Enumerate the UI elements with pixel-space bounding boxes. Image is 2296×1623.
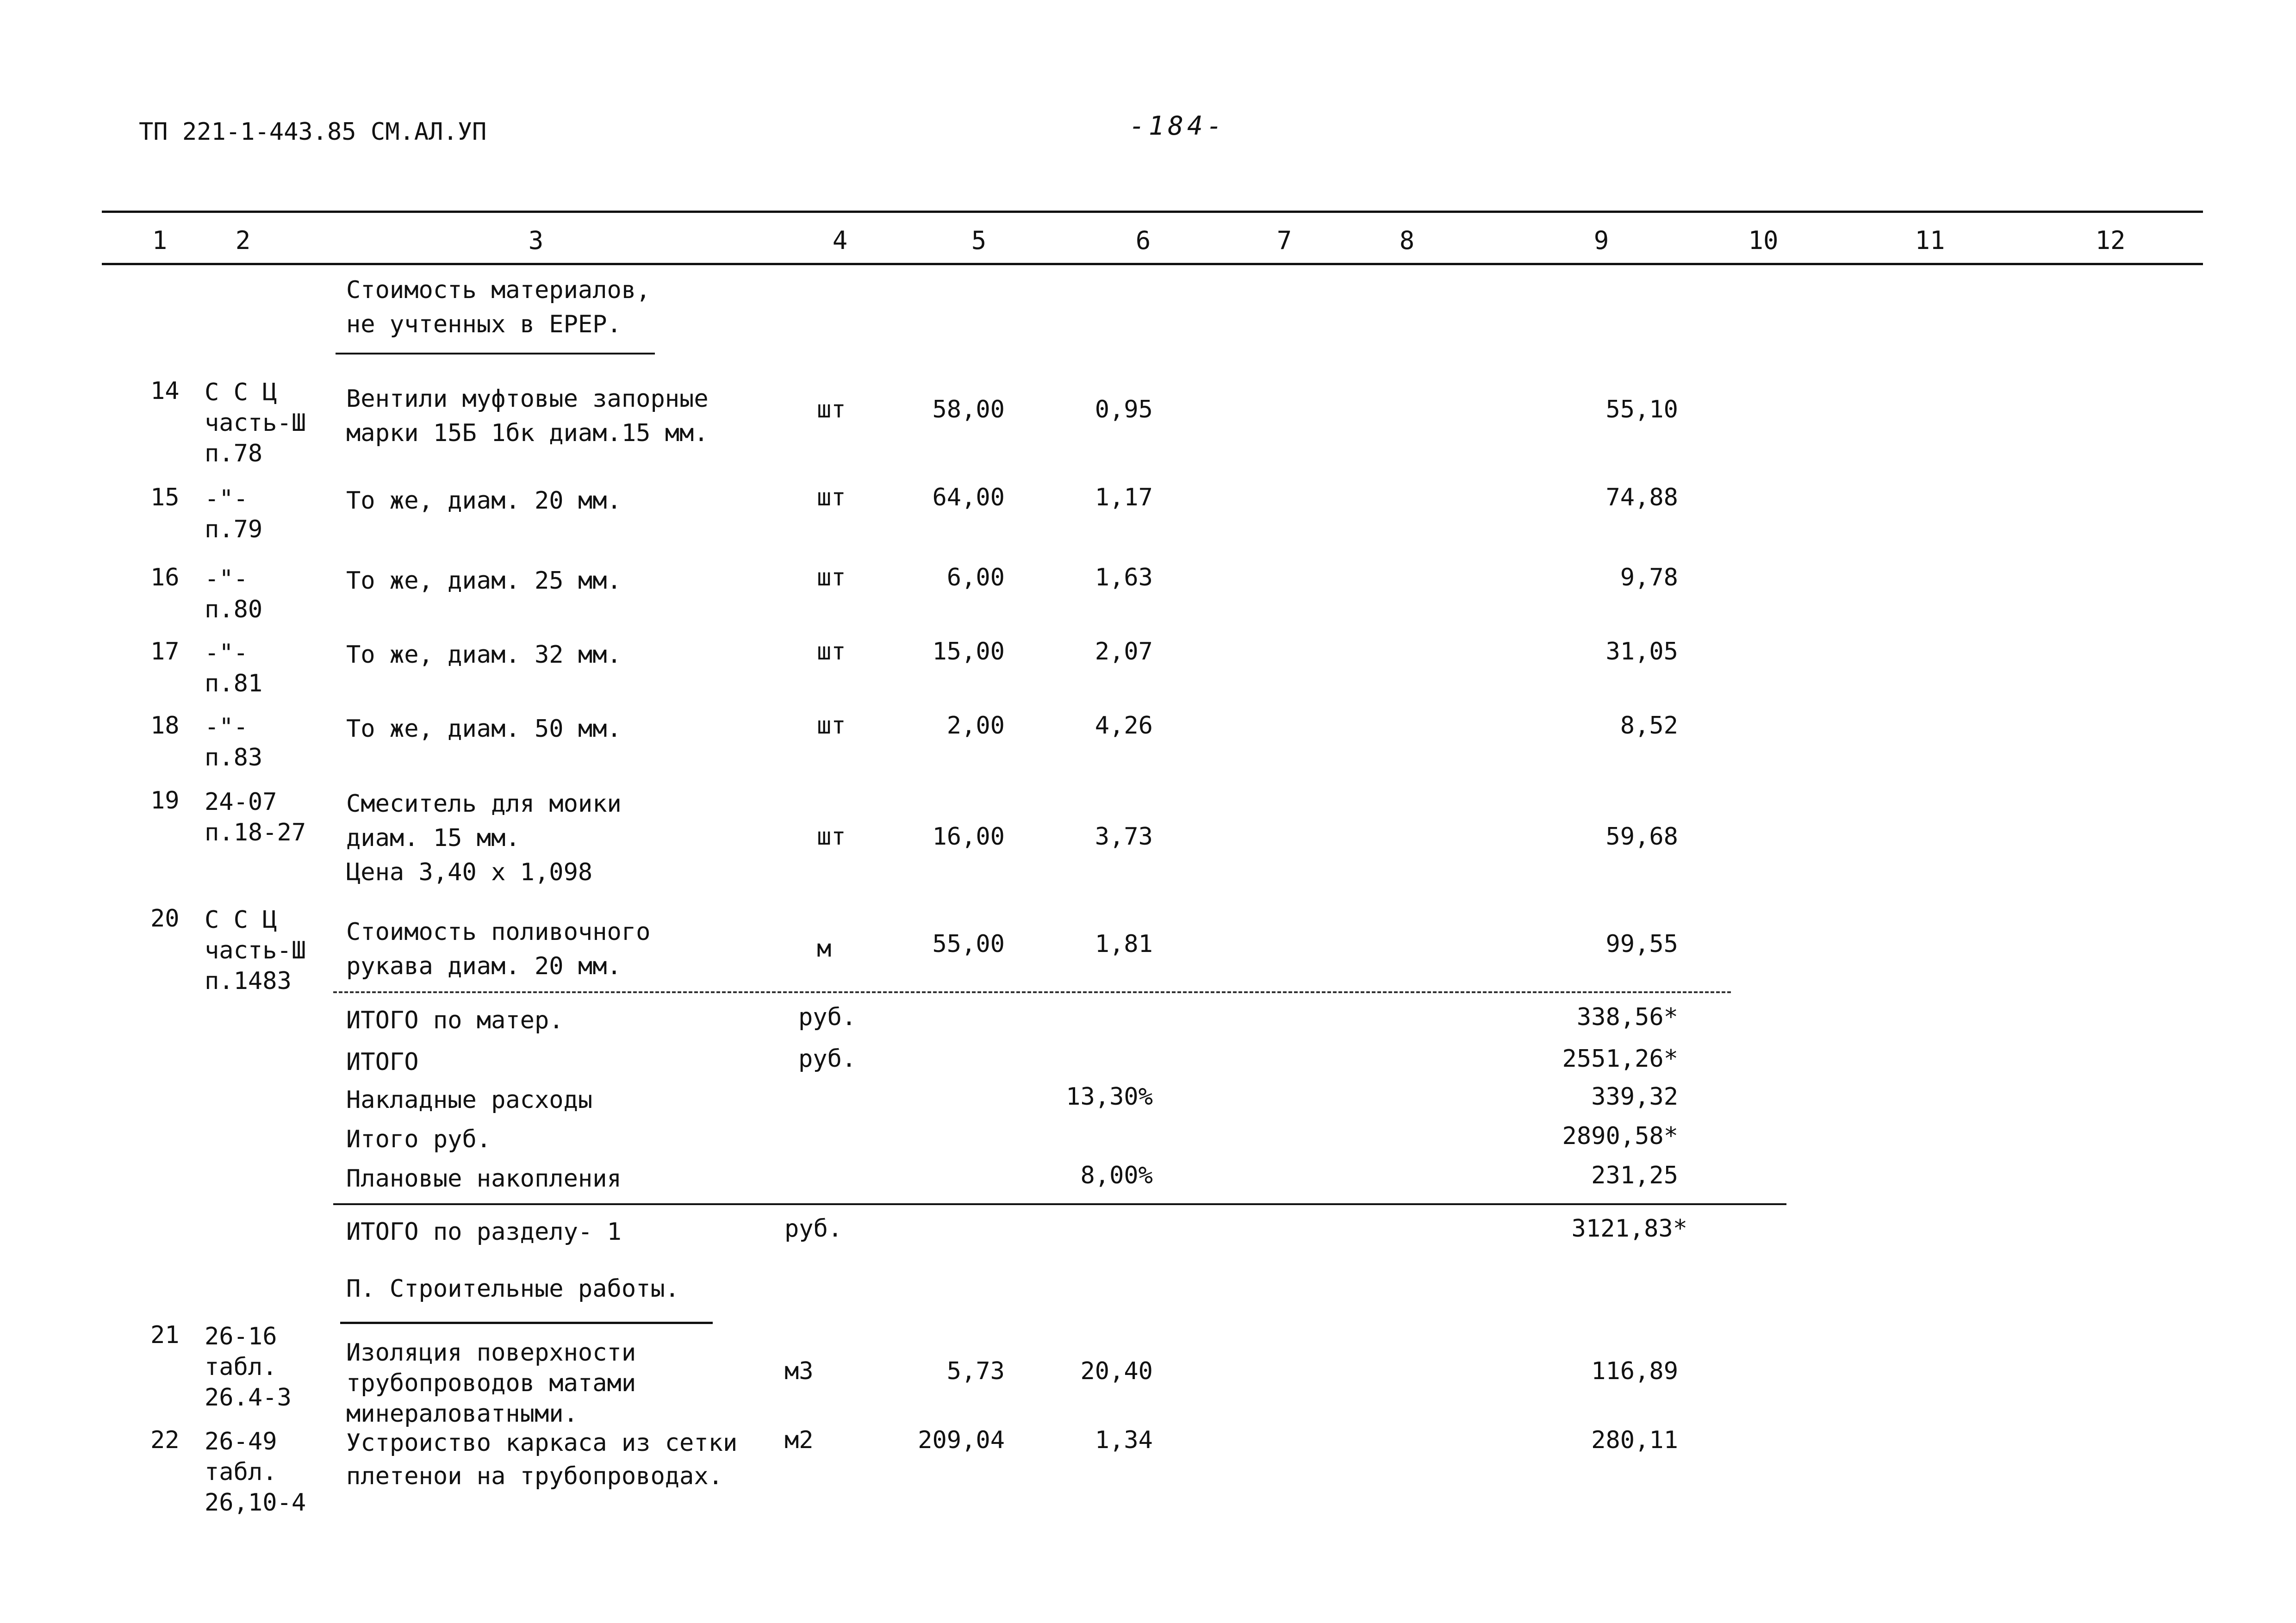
row-description: То же, диам. 50 мм.: [346, 715, 622, 743]
column-number-8: 8: [1399, 226, 1415, 255]
summary-total: 231,25: [1591, 1162, 1678, 1189]
summary-label: Плановые накопления: [346, 1165, 622, 1193]
summary-rate: 8,00%: [1080, 1162, 1153, 1189]
section-total-label: ИТОГО по разделу- 1: [346, 1218, 622, 1246]
row-reference: -"-: [205, 485, 248, 513]
row-quantity: 58,00: [932, 396, 1005, 423]
row-reference: табл.: [205, 1458, 277, 1486]
row-number: 21: [150, 1321, 180, 1349]
row-number: 14: [150, 377, 180, 405]
summary-label: Итого руб.: [346, 1126, 492, 1153]
row-reference: 26-49: [205, 1428, 277, 1455]
summary-unit: руб.: [798, 1045, 857, 1073]
section-materials-title-line: не учтенных в ЕРЕР.: [346, 311, 622, 338]
row-price: 0,95: [1095, 396, 1153, 423]
row-total: 9,78: [1620, 564, 1678, 591]
row-reference: часть-Ш: [205, 937, 306, 964]
row-description: трубопроводов матами: [346, 1369, 636, 1397]
table-top-rule: [102, 211, 2203, 213]
row-unit: шт: [817, 564, 846, 591]
row-reference: часть-Ш: [205, 409, 306, 437]
row-reference: п.79: [205, 516, 263, 543]
row-description: плетенои на трубопроводах.: [346, 1462, 723, 1490]
row-reference: -"-: [205, 713, 248, 741]
column-number-3: 3: [528, 226, 544, 255]
row-total: 116,89: [1591, 1357, 1678, 1385]
row-reference: п.81: [205, 670, 263, 697]
row-reference: 26.4-3: [205, 1384, 292, 1412]
row-description: марки 15Б 1бк диам.15 мм.: [346, 419, 709, 447]
row-number: 20: [150, 905, 180, 933]
row-number: 19: [150, 787, 180, 815]
column-number-10: 10: [1748, 226, 1779, 255]
section-materials-title-line: Стоимость материалов,: [346, 276, 651, 304]
row-reference: п.80: [205, 596, 263, 623]
row-description: Смеситель для моики: [346, 790, 622, 818]
row-description: Изоляция поверхности: [346, 1339, 636, 1367]
row-description: То же, диам. 20 мм.: [346, 487, 622, 515]
row-total: 74,88: [1605, 484, 1678, 511]
row-reference: п.78: [205, 440, 263, 467]
summary-unit: руб.: [798, 1003, 857, 1031]
row-quantity: 5,73: [946, 1357, 1005, 1385]
row-quantity: 6,00: [946, 564, 1005, 591]
column-number-5: 5: [971, 226, 987, 255]
summary-total: 2551,26*: [1562, 1045, 1678, 1073]
row-description: Устроиство каркаса из сетки: [346, 1429, 738, 1457]
section-total-unit: руб.: [784, 1215, 843, 1243]
row-unit: м2: [784, 1426, 814, 1454]
column-number-4: 4: [832, 226, 848, 255]
row-unit: шт: [817, 712, 846, 740]
row-reference: -"-: [205, 639, 248, 667]
row-price: 2,07: [1095, 638, 1153, 665]
row-quantity: 209,04: [918, 1426, 1005, 1454]
summary-rate: 13,30%: [1066, 1083, 1153, 1111]
row-unit: шт: [817, 484, 846, 511]
page-number: -184-: [1129, 111, 1226, 141]
column-number-6: 6: [1135, 226, 1151, 255]
table-header-rule: [102, 263, 2203, 265]
column-number-1: 1: [152, 226, 168, 255]
summary-total: 2890,58*: [1562, 1122, 1678, 1150]
row-reference: п.1483: [205, 967, 292, 995]
row-description: Вентили муфтовые запорные: [346, 385, 709, 413]
row-quantity: 15,00: [932, 638, 1005, 665]
row-number: 17: [150, 638, 180, 665]
row-total: 31,05: [1605, 638, 1678, 665]
section-materials-underline: [336, 353, 655, 354]
row-reference: С С Ц: [205, 379, 277, 406]
row-price: 4,26: [1095, 712, 1153, 740]
row-total: 8,52: [1620, 712, 1678, 740]
row-description: То же, диам. 32 мм.: [346, 641, 622, 669]
row-reference: -"-: [205, 565, 248, 593]
row-price: 1,81: [1095, 930, 1153, 958]
row-number: 22: [150, 1426, 180, 1454]
summary-total: 339,32: [1591, 1083, 1678, 1111]
row-reference: п.83: [205, 744, 263, 771]
section-total-value: 3121,83*: [1571, 1215, 1687, 1243]
row-quantity: 55,00: [932, 930, 1005, 958]
row-price: 1,17: [1095, 484, 1153, 511]
row-description: рукава диам. 20 мм.: [346, 952, 622, 980]
row-total: 55,10: [1605, 396, 1678, 423]
summary-total: 338,56*: [1576, 1003, 1678, 1031]
row-number: 18: [150, 712, 180, 740]
row-description: Цена 3,40 х 1,098: [346, 858, 593, 886]
row-description: минераловатными.: [346, 1400, 578, 1428]
column-number-9: 9: [1593, 226, 1609, 255]
row-quantity: 64,00: [932, 484, 1005, 511]
row-unit: шт: [817, 638, 846, 665]
subtotal-separator: [333, 991, 1731, 993]
row-price: 3,73: [1095, 823, 1153, 851]
row-quantity: 2,00: [946, 712, 1005, 740]
summary-label: ИТОГО: [346, 1048, 419, 1076]
row-description: диам. 15 мм.: [346, 824, 520, 852]
column-number-11: 11: [1915, 226, 1945, 255]
row-unit: шт: [817, 823, 846, 851]
section-construction-underline: [340, 1322, 713, 1324]
row-unit: м3: [784, 1357, 814, 1385]
row-price: 20,40: [1080, 1357, 1153, 1385]
row-number: 16: [150, 564, 180, 591]
row-total: 59,68: [1605, 823, 1678, 851]
row-reference: п.18-27: [205, 819, 306, 846]
row-price: 1,34: [1095, 1426, 1153, 1454]
row-description: Стоимость поливочного: [346, 918, 651, 946]
row-price: 1,63: [1095, 564, 1153, 591]
summary-label: ИТОГО по матер.: [346, 1007, 564, 1034]
section-total-separator: [333, 1203, 1786, 1205]
row-number: 15: [150, 484, 180, 511]
section-construction-title: П. Строительные работы.: [346, 1275, 680, 1303]
column-number-2: 2: [235, 226, 251, 255]
row-quantity: 16,00: [932, 823, 1005, 851]
column-number-7: 7: [1276, 226, 1292, 255]
row-unit: м: [817, 935, 832, 963]
row-reference: табл.: [205, 1353, 277, 1381]
row-reference: С С Ц: [205, 906, 277, 934]
row-unit: шт: [817, 396, 846, 423]
row-reference: 24-07: [205, 788, 277, 816]
document-code: ТП 221-1-443.85 СМ.АЛ.УП: [139, 118, 487, 146]
row-description: То же, диам. 25 мм.: [346, 567, 622, 595]
column-number-12: 12: [2095, 226, 2126, 255]
row-reference: 26,10-4: [205, 1489, 306, 1517]
summary-label: Накладные расходы: [346, 1086, 593, 1114]
row-total: 99,55: [1605, 930, 1678, 958]
row-total: 280,11: [1591, 1426, 1678, 1454]
row-reference: 26-16: [205, 1323, 277, 1350]
